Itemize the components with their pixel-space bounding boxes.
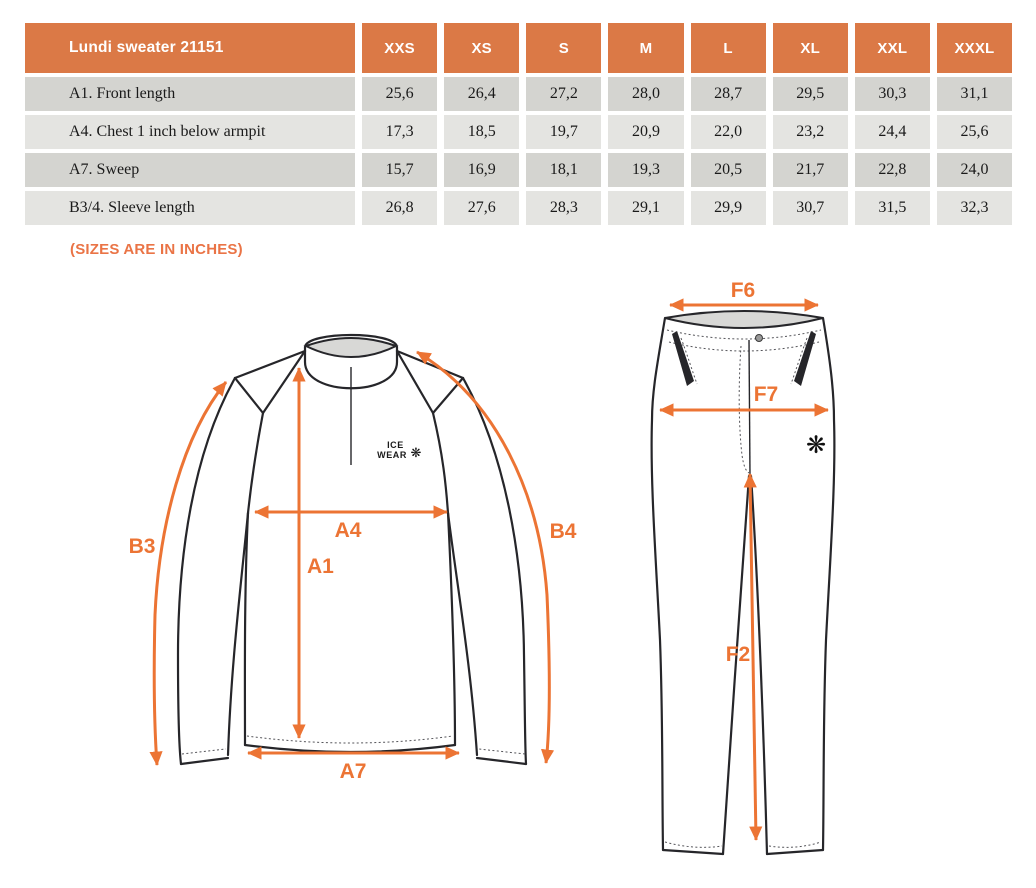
pants-outline — [652, 311, 835, 854]
value-cell: 18,5 — [444, 115, 519, 149]
value-cell: 25,6 — [937, 115, 1012, 149]
value-cell: 21,7 — [773, 153, 848, 187]
row-label-cell: A1. Front length — [25, 77, 355, 111]
value-cell: 22,8 — [855, 153, 930, 187]
value-cell: 17,3 — [362, 115, 437, 149]
value-cell: 29,5 — [773, 77, 848, 111]
pants-measurement-diagram — [630, 280, 890, 880]
value-cell: 24,4 — [855, 115, 930, 149]
size-header-cell: XS — [444, 23, 519, 73]
sweater-measurement-diagram — [85, 305, 615, 805]
value-cell: 32,3 — [937, 191, 1012, 225]
value-cell: 28,3 — [526, 191, 601, 225]
row-label-cell: B3/4. Sleeve length — [25, 191, 355, 225]
value-cell: 31,1 — [937, 77, 1012, 111]
fly-line — [749, 340, 750, 476]
right-pocket — [794, 331, 816, 386]
f7-label: F7 — [753, 383, 779, 406]
size-table — [25, 23, 1012, 225]
snowflake-icon: ❋ — [410, 446, 422, 461]
value-cell: 30,3 — [855, 77, 930, 111]
left-pocket — [672, 331, 694, 386]
value-cell: 24,0 — [937, 153, 1012, 187]
value-cell: 26,4 — [444, 77, 519, 111]
size-header-cell: XXS — [362, 23, 437, 73]
value-cell: 19,3 — [608, 153, 683, 187]
size-header-cell: S — [526, 23, 601, 73]
value-cell: 29,9 — [691, 191, 766, 225]
sweater-measure-arrows — [154, 352, 549, 765]
hem — [245, 745, 455, 752]
sizes-unit-note: (SIZES ARE IN INCHES) — [70, 241, 243, 258]
value-cell: 27,6 — [444, 191, 519, 225]
size-header-cell: XL — [773, 23, 848, 73]
body-right-side — [448, 513, 455, 745]
b3-label: B3 — [128, 535, 156, 558]
value-cell: 15,7 — [362, 153, 437, 187]
f6-label: F6 — [730, 280, 756, 302]
value-cell: 31,5 — [855, 191, 930, 225]
b3-arrow — [154, 382, 226, 765]
b4-arrow — [417, 352, 549, 763]
size-header-cell: XXL — [855, 23, 930, 73]
value-cell: 18,1 — [526, 153, 601, 187]
b4-label: B4 — [549, 520, 577, 543]
snowflake-icon: ❋ — [805, 431, 827, 459]
size-header-cell: M — [608, 23, 683, 73]
pants-measure-arrows — [660, 305, 828, 840]
value-cell: 25,6 — [362, 77, 437, 111]
value-cell: 19,7 — [526, 115, 601, 149]
value-cell: 28,7 — [691, 77, 766, 111]
collar-opening — [306, 338, 396, 357]
value-cell: 16,9 — [444, 153, 519, 187]
value-cell: 20,9 — [608, 115, 683, 149]
waist-opening — [665, 311, 823, 328]
a4-label: A4 — [334, 519, 362, 542]
a1-label: A1 — [307, 555, 334, 578]
value-cell: 26,8 — [362, 191, 437, 225]
value-cell: 30,7 — [773, 191, 848, 225]
size-header-cell: L — [691, 23, 766, 73]
a7-label: A7 — [339, 760, 367, 783]
left-sleeve — [178, 378, 235, 764]
value-cell: 23,2 — [773, 115, 848, 149]
waist-button — [756, 335, 763, 342]
f2-label: F2 — [725, 643, 751, 666]
value-cell: 22,0 — [691, 115, 766, 149]
value-cell: 29,1 — [608, 191, 683, 225]
value-cell: 20,5 — [691, 153, 766, 187]
table-title-cell: Lundi sweater 21151 — [25, 23, 355, 73]
row-label-cell: A7. Sweep — [25, 153, 355, 187]
row-label-cell: A4. Chest 1 inch below armpit — [25, 115, 355, 149]
value-cell: 28,0 — [608, 77, 683, 111]
brand-logo: ICE WEAR — [377, 440, 407, 460]
size-header-cell: XXXL — [937, 23, 1012, 73]
value-cell: 27,2 — [526, 77, 601, 111]
